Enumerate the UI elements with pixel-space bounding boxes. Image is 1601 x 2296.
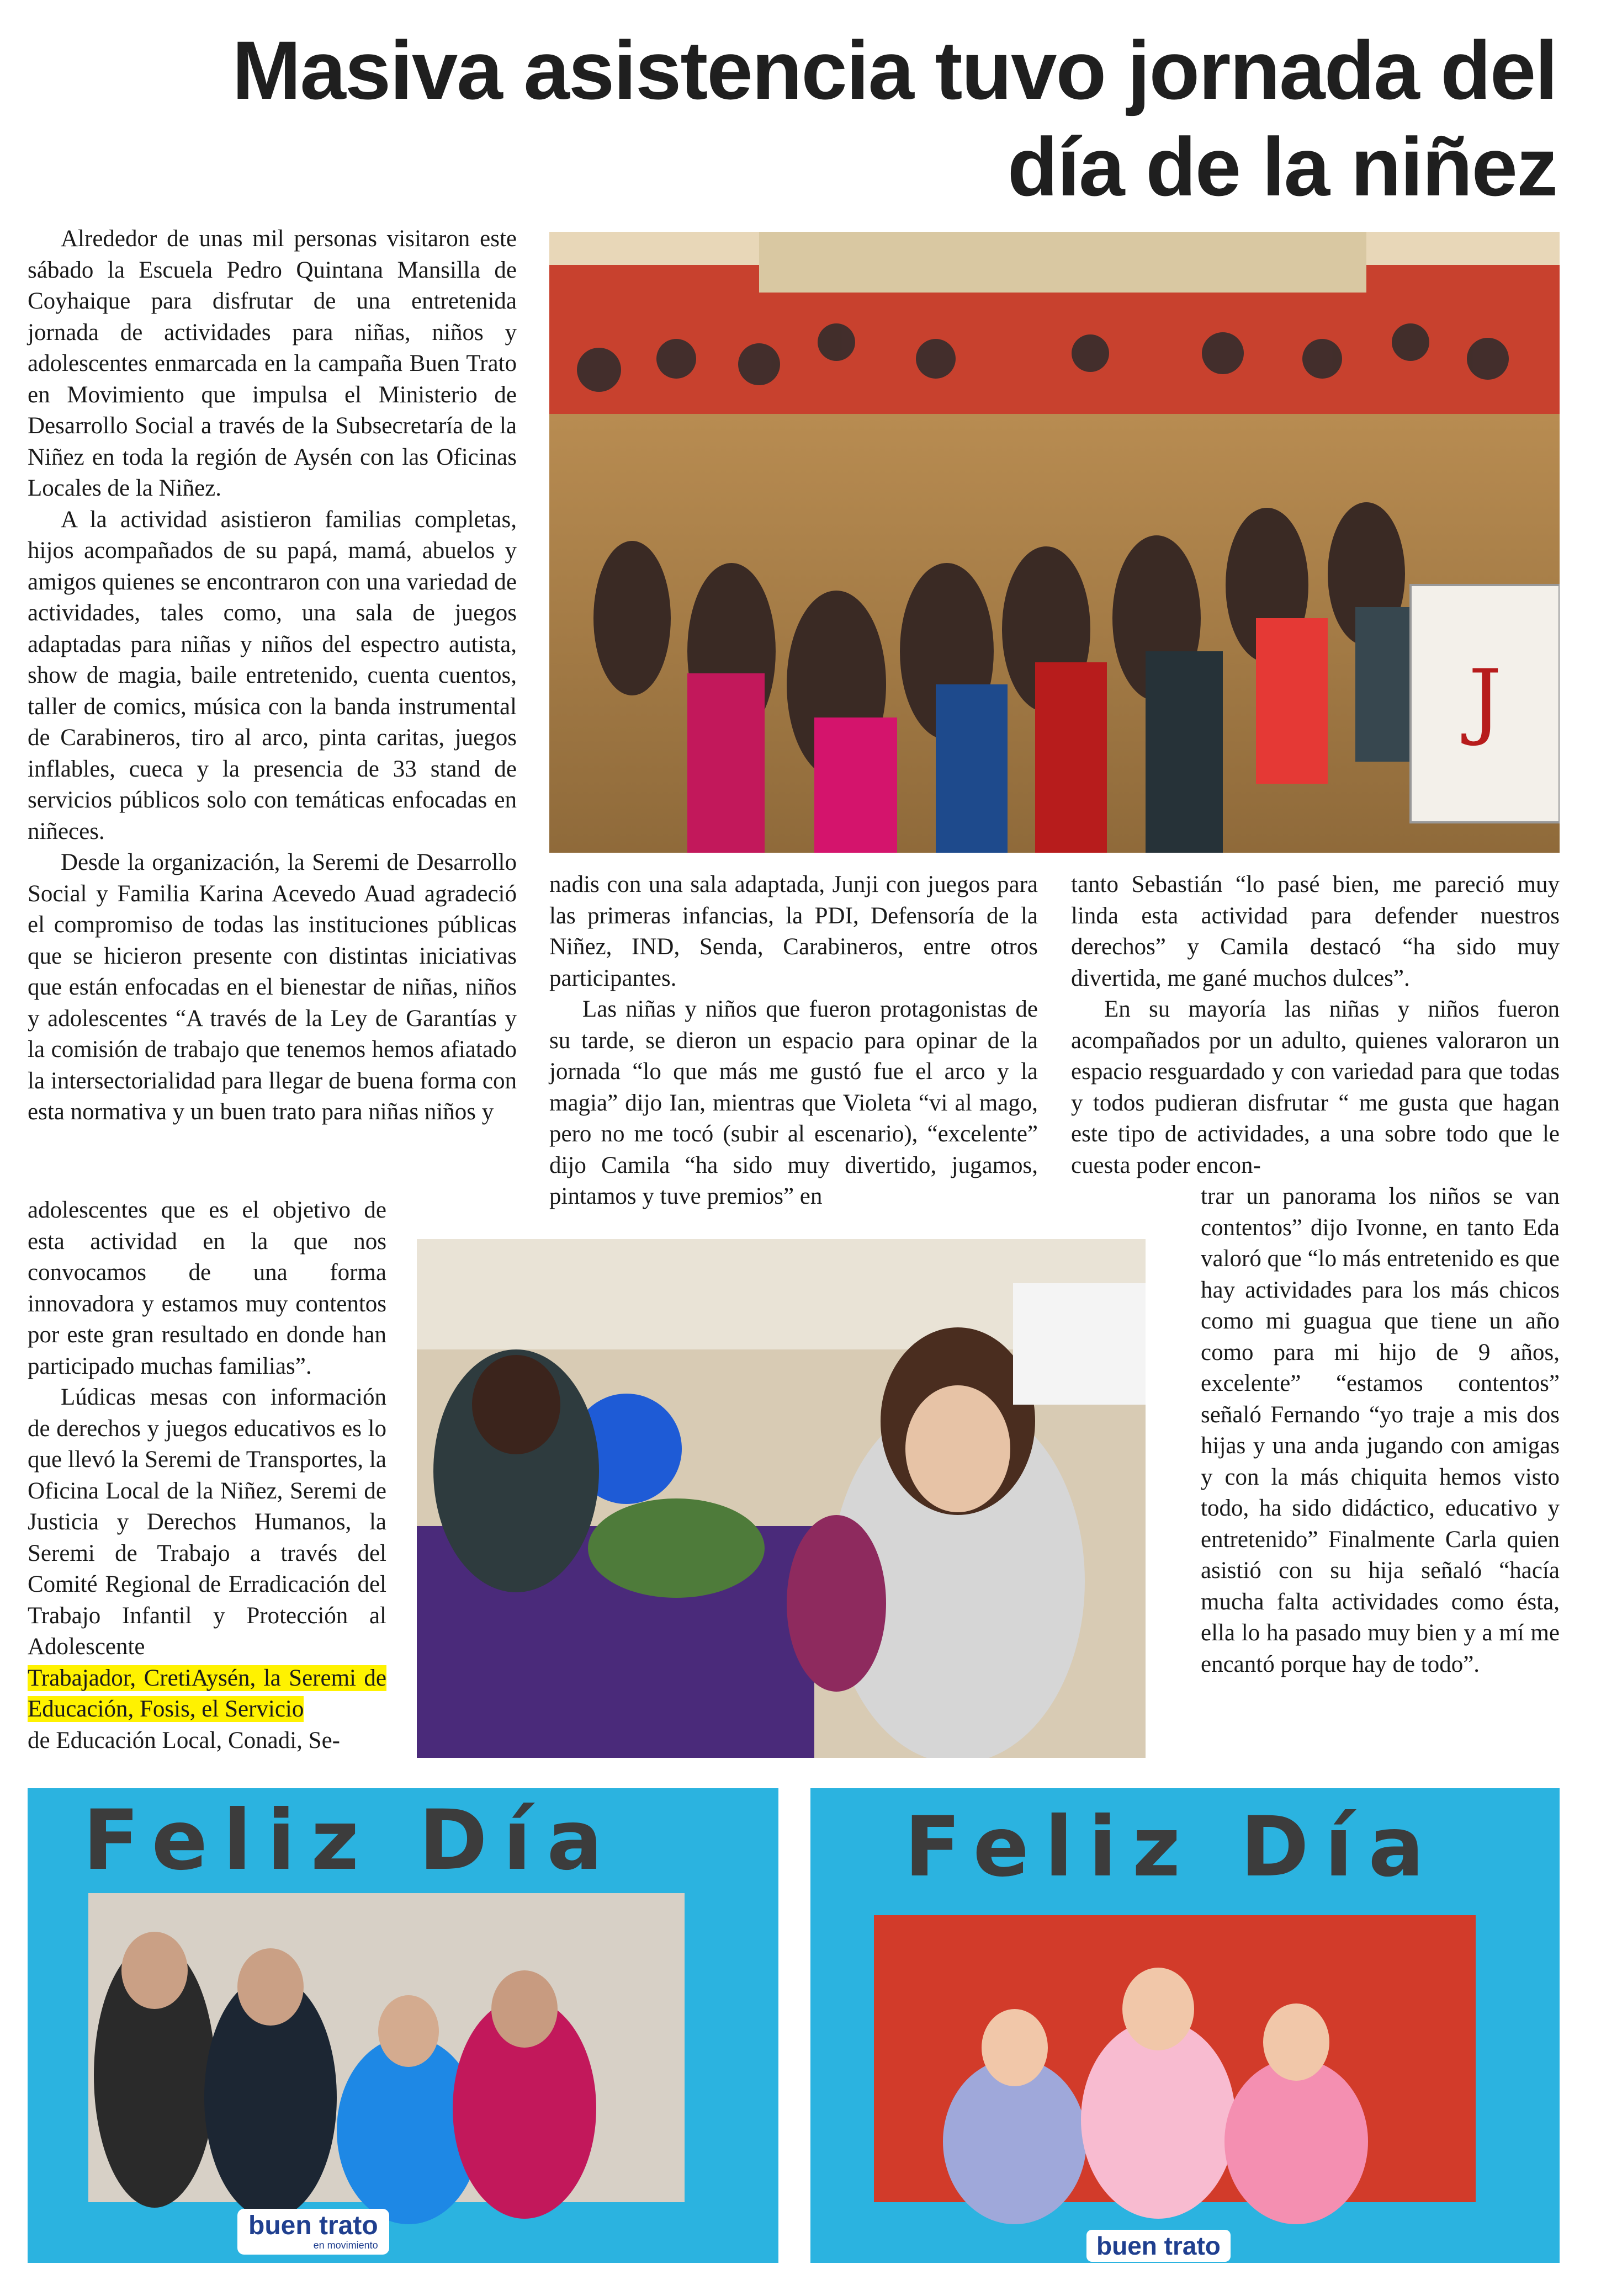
paragraph: Alrededor de unas mil personas visitaron este sábado la Escuela Pedro Quintana Mansilla de Coyhaique para disfrutar de una entretenida jornada de actividades para niñas, niños y adolescentes enmarcada en la campaña Buen Trato en Movimiento que impulsa el Ministerio de Desarrollo Social a través de la Subsecretaría de la Niñez en toda la región de Aysén con las Oficinas Locales de la Niñez.: [28, 226, 517, 501]
highlighted-text: [28, 1663, 386, 1725]
frame-right-title: Feliz Día: [904, 1799, 1440, 1895]
article-title: [66, 22, 1557, 215]
paragraph: de Educación Local, Conadi, Se-: [28, 1727, 340, 1753]
column-1-lower: [28, 1195, 386, 1756]
paragraph: Lúdicas mesas con información de derechos y juegos educativos es lo que llevó la Seremi de Transportes, la Oficina Local de la Niñez, Seremi de Justicia y Derechos Humanos, la Seremi de Trabajo a través del Comité Regional de Erradicación del Trabajo Infantil y Protección al Adolescente: [28, 1384, 386, 1660]
paragraph: trar un panorama los niños se van contentos” dijo Ivonne, en tanto Eda valoró que “lo más entretenido es que hay actividades para los más chicos como mi guagua que tiene un año como para mi hijo de 9 años, excelente” “estamos contentos” señaló Fernando “yo traje a mis dos hijas y una anda jugando con amigas y con la más chiquita hemos visto todo, ha sido didáctico, educativo y entretenido” Finalmente Carla quien asistió con su hija señaló “hacía mucha falta actividades como ésta, ella lo ha pasado muy bien y a mí me encantó porque hay de todo”.: [1201, 1183, 1560, 1677]
column-2: [549, 869, 1038, 1213]
paragraph: Las niñas y niños que fueron protagonistas de su tarde, se dieron un espacio para opinar de la jornada “lo que más me gustó fue el arco y la magia” dijo Ian, mientras que Violeta “vi al mago, pero no me tocó (subir al escenario), “excelente” dijo Camila “ha sido muy divertido, jugamos, pintamos y tuve premios” en: [549, 996, 1038, 1209]
frame-left-title: Feliz Día: [83, 1793, 618, 1889]
photo-frame-family: [28, 1788, 778, 2263]
column-3-lower: [1201, 1181, 1560, 1680]
paragraph: tanto Sebastián “lo pasé bien, me pareció muy linda esta actividad para defender nuestros derechos” y Camila destacó “ha sido muy divertida, me gané muchos dulces”.: [1071, 871, 1560, 991]
svg-text:J: J: [1468, 652, 1502, 748]
photo-crowd-gym: [549, 232, 1560, 853]
logo-subtext: en movimiento: [313, 2240, 378, 2251]
title-line-2: día de la niñez: [1007, 120, 1557, 213]
title-line-1: Masiva asistencia tuvo jornada del: [232, 24, 1557, 116]
paragraph: Desde la organización, la Seremi de Desarrollo Social y Familia Karina Acevedo Auad agradeció el compromiso de todas las instituciones públicas que se hicieron presente con distintas iniciativas que están enfocadas en el bienestar de niñas, niños y adolescentes “A través de la Ley de Garantías y la comisión de trabajo que tenemos hemos afiatado la intersectorialidad para llegar de buena forma con esta normativa y un buen trato para niñas niños y: [28, 849, 517, 1125]
column-1-upper: [28, 224, 517, 1128]
paragraph: A la actividad asistieron familias completas, hijos acompañados de su papá, mamá, abuelos y amigos quienes se encontraron con una variedad de actividades, tales como, una sala de juegos adaptadas para niñas y niños del espectro autista, show de magia, baile entretenido, cuenta cuentos, taller de comics, música con la banda instrumental de Carabineros, tiro al arco, pinta caritas, juegos inflables, cueca y la presencia de 33 stand de servicios públicos solo con temáticas enfocadas en niñeces.: [28, 506, 517, 844]
paragraph: nadis con una sala adaptada, Junji con juegos para las primeras infancias, la PDI, Defensoría de la Niñez, IND, Senda, Carabineros, entre otros participantes.: [549, 871, 1038, 991]
photo-crowd-illustration: [549, 232, 1560, 853]
photo-table-illustration: [417, 1239, 1146, 1758]
frame-right-logo: buen trato: [1086, 2230, 1231, 2262]
photo-frame-kids: [810, 1788, 1560, 2263]
logo-text: buen trato: [248, 2211, 378, 2240]
highlight: Trabajador, CretiAysén, la Seremi de Educación, Fosis, el Servicio: [28, 1665, 386, 1722]
frame-left-logo: [237, 2209, 389, 2255]
photo-activity-table: [417, 1239, 1146, 1758]
paragraph: adolescentes que es el objetivo de esta actividad en la que nos convocamos de una forma innovadora y estamos muy contentos por este gran resultado en donde han participado muchas familias”.: [28, 1197, 386, 1379]
column-3-upper: [1071, 869, 1560, 1181]
paragraph: En su mayoría las niñas y niños fueron acompañados por un adulto, quienes valoraron un espacio resguardado y con variedad para que todas y todos pudieran disfrutar “ me gusta que hagan este tipo de actividades, a una sobre todo que le cuesta poder encon-: [1071, 996, 1560, 1178]
